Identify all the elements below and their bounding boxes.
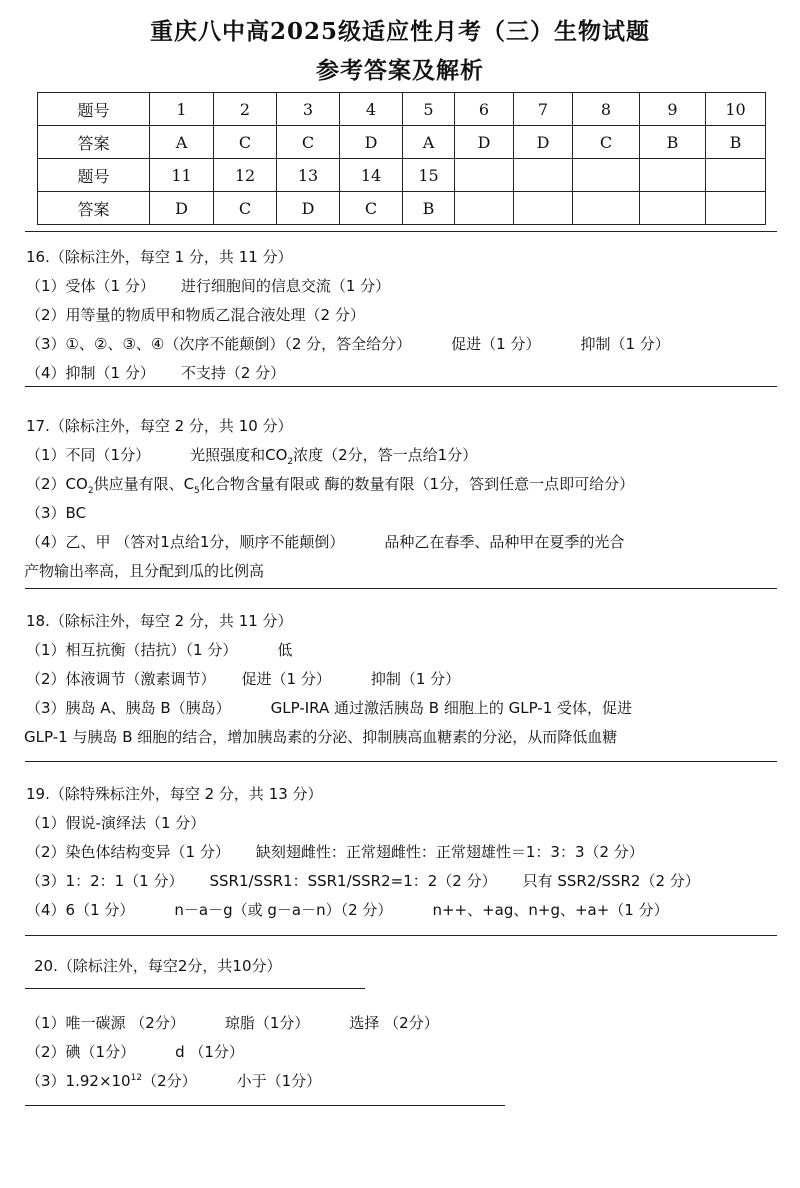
table-cell: D xyxy=(514,126,573,159)
table-cell xyxy=(514,192,573,225)
row-label: 题号 xyxy=(38,159,150,192)
table-cell: 14 xyxy=(340,159,403,192)
q20-line-3: $(3)1.92\times 10^{12}(2$分） 小于（1分） xyxy=(26,1072,322,1090)
question-17 xyxy=(26,412,776,586)
table-cell xyxy=(455,192,514,225)
table-cell xyxy=(640,159,706,192)
table-cell xyxy=(706,159,766,192)
table-cell: C xyxy=(340,192,403,225)
question-20 xyxy=(26,1009,776,1096)
table-cell xyxy=(573,192,640,225)
table-cell: 15 xyxy=(403,159,455,192)
page-title: 重庆八中高2025级适应性月考（三）生物试题 xyxy=(149,18,650,45)
q17-line-5: 产物输出率高，且分配到瓜的比例高 xyxy=(24,562,265,580)
q18-line-2: （2）体液调节（激素调节） 促进（1 分） 抑制（1 分） xyxy=(26,670,461,688)
table-row xyxy=(38,93,766,126)
q17-header: 17.（除标注外，每空 2 分，共 10 分） xyxy=(26,417,293,435)
table-cell: A xyxy=(150,126,214,159)
table-cell: 9 xyxy=(640,93,706,126)
table-cell: C xyxy=(214,192,277,225)
q19-header: 19.（除特殊标注外，每空 2 分，共 13 分） xyxy=(26,785,323,803)
q18-line-4: GLP-1 与胰岛 B 细胞的结合，增加胰岛素的分泌、抑制胰高血糖素的分泌，从而降低血糖 xyxy=(24,728,618,746)
divider xyxy=(25,231,777,232)
table-cell xyxy=(455,159,514,192)
divider xyxy=(25,988,365,989)
q16-line-1: （1）受体（1 分） 进行细胞间的信息交流（1 分） xyxy=(26,277,391,295)
table-cell: C xyxy=(573,126,640,159)
table-cell xyxy=(640,192,706,225)
q17-line-4: （4）乙、甲 （答对1点给1分，顺序不能颠倒） 品种乙在春季、品种甲在夏季的光合 xyxy=(26,533,625,551)
q16-line-3: （3）①、②、③、④（次序不能颠倒）（2 分，答全给分） 促进（1 分） 抑制（1 分） xyxy=(26,335,670,353)
row-label: 答案 xyxy=(38,126,150,159)
q17-line-2: $(2)CO_2$供应量有限、$C_5$化合物含量有限或 酶的数量有限（1分，答到任意一点即可给分） xyxy=(26,475,635,496)
table-cell: D xyxy=(455,126,514,159)
table-cell xyxy=(706,192,766,225)
divider xyxy=(25,588,777,589)
divider xyxy=(25,1105,505,1106)
table-cell: C xyxy=(277,126,340,159)
table-cell: B xyxy=(706,126,766,159)
table-cell: 7 xyxy=(514,93,573,126)
table-row xyxy=(38,126,766,159)
q19-line-3: （3）1：2：1（1 分） SSR1/SSR1：SSR1/SSR2=1：2（2 分） 只有 SSR2/SSR2（2 分） xyxy=(26,872,700,890)
table-cell: 13 xyxy=(277,159,340,192)
q19-line-4: （4）6（1 分） n－a－g（或 g－a－n）（2 分） n++、+ag、n+g、+a+（1 分） xyxy=(26,901,669,919)
table-row xyxy=(38,159,766,192)
row-label: 答案 xyxy=(38,192,150,225)
q16-line-2: （2）用等量的物质甲和物质乙混合液处理（2 分） xyxy=(26,306,365,324)
answer-table xyxy=(37,92,766,225)
q19-line-1: （1）假说-演绎法（1 分） xyxy=(26,814,206,832)
table-cell xyxy=(514,159,573,192)
q16-header: 16.（除标注外，每空 1 分，共 11 分） xyxy=(26,248,293,266)
table-cell: D xyxy=(340,126,403,159)
q20-line-2: （2）碘（1分） d （1分） xyxy=(26,1043,244,1061)
q16-line-4: （4）抑制（1 分） 不支持（2 分） xyxy=(26,364,286,382)
divider xyxy=(25,761,777,762)
divider xyxy=(25,386,777,387)
q18-header: 18.（除标注外，每空 2 分，共 11 分） xyxy=(26,612,293,630)
table-cell: 5 xyxy=(403,93,455,126)
q17-line-1: （1）不同（1分） 光照强度和$CO_2$浓度（2分，答一点给1分） xyxy=(26,446,478,467)
q20-line-1: （1）唯一碳源 （2分） 琼脂（1分） 选择 （2分） xyxy=(26,1014,439,1032)
table-cell: B xyxy=(640,126,706,159)
q19-line-2: （2）染色体结构变异（1 分） 缺刻翅雌性：正常翅雌性：正常翅雄性＝1：3：3（2 分） xyxy=(26,843,644,861)
table-row xyxy=(38,192,766,225)
question-18 xyxy=(26,607,776,752)
table-cell: 6 xyxy=(455,93,514,126)
q18-line-3: （3）胰岛 A、胰岛 B（胰岛） GLP-IRA 通过激活胰岛 B 细胞上的 GLP-1 受体，促进 xyxy=(26,699,633,717)
table-cell: B xyxy=(403,192,455,225)
page-subtitle: 参考答案及解析 xyxy=(316,57,484,84)
table-cell xyxy=(573,159,640,192)
row-label: 题号 xyxy=(38,93,150,126)
q17-line-3: （3）BC xyxy=(26,504,87,522)
question-19 xyxy=(26,780,776,925)
table-cell: 8 xyxy=(573,93,640,126)
q18-line-1: （1）相互抗衡（拮抗）（1 分） 低 xyxy=(26,641,293,659)
table-cell: 3 xyxy=(277,93,340,126)
table-cell: D xyxy=(150,192,214,225)
q20-header: 20.（除标注外，每空2分，共10分） xyxy=(34,957,282,975)
table-cell: C xyxy=(214,126,277,159)
question-16 xyxy=(26,243,776,388)
table-cell: 4 xyxy=(340,93,403,126)
table-cell: 2 xyxy=(214,93,277,126)
table-cell: 1 xyxy=(150,93,214,126)
table-cell: 12 xyxy=(214,159,277,192)
table-cell: A xyxy=(403,126,455,159)
table-cell: 10 xyxy=(706,93,766,126)
table-cell: 11 xyxy=(150,159,214,192)
table-cell: D xyxy=(277,192,340,225)
divider xyxy=(25,935,777,936)
